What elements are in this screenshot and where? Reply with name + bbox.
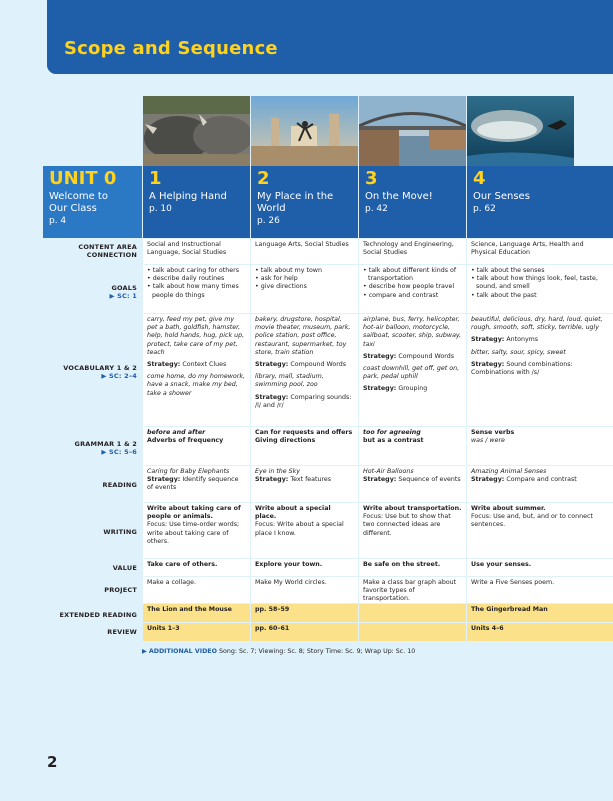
content-cell-3: Technology and Engineering, Social Studies [359,239,466,264]
strategy-label: Strategy: [255,393,289,401]
reading-cell-4 [467,466,613,502]
unit-4-header [467,166,613,238]
vocab-words: coast downhill, get off, get on, park, pedal uphill [363,365,460,381]
unit-page: p. 4 [49,216,67,226]
vocab-cell-2 [251,314,358,426]
row-label-text: GOALS [111,284,137,292]
additional-video-note [142,648,415,655]
writing-focus: Focus: Use time-order words; write about taking care of others. [147,521,240,545]
goal-item: • talk about caring for others [147,267,239,274]
reading-title: Eye in the Sky [255,468,301,475]
goal-item: • describe daily routines [147,275,225,283]
vocab-words: beautiful, delicious, dry, hard, loud, quiet, rough, smooth, soft, sticky, terrible, ugly [471,316,603,332]
unit-title: A Helping Hand [149,191,227,202]
strategy-text: Grouping [398,385,428,393]
reading-cell-3 [359,466,466,502]
unit-page: p. 10 [149,204,172,214]
goals-sc-text: SC: 1 [117,292,137,300]
grammar-cell-3 [359,427,466,465]
writing-head: Write about transportation. [363,505,462,512]
value-cell-4: Use your senses. [467,559,613,576]
writing-head: Write about taking care of people or animals. [147,505,241,521]
goal-item: • ask for help [255,275,298,283]
goal-item: • talk about how many times people do things [147,283,239,299]
writing-focus: Focus: Write about a special place I know. [255,521,344,537]
goals-sc [0,292,137,300]
reading-strategy: Identify sequence of events [147,476,239,492]
grammar-point: was / were [471,437,505,445]
row-label-grammar [0,440,137,456]
grammar-point: but as a contrast [363,437,424,445]
writing-cell-2 [251,503,358,558]
writing-focus: Focus: Use and, but, and or to connect sentences. [471,513,593,529]
vocab-cell-3 [359,314,466,426]
project-cell-2: Make My World circles. [251,577,358,603]
review-cell-4: Units 4–6 [467,623,613,641]
title-banner [47,0,613,74]
unit-title: Our Senses [473,191,530,202]
vocab-words: library, mall, stadium, swimming pool, zoo [255,373,324,389]
additional-video-label: ADDITIONAL VIDEO [148,648,217,655]
page-title: Scope and Sequence [64,38,278,59]
reading-strategy: Sequence of events [398,476,461,484]
writing-cell-1 [143,503,250,558]
vocab-cell-1 [143,314,250,426]
extended-cell-3 [359,604,466,622]
unit-page: p. 62 [473,204,496,214]
value-cell-3: Be safe on the street. [359,559,466,576]
play-icon: ▶ [109,292,115,300]
strategy-label: Strategy: [147,361,181,369]
strategy-label: Strategy: [471,476,505,484]
reading-strategy: Compare and contrast [506,476,577,484]
unit-1-header [143,166,250,238]
strategy-label: Strategy: [363,352,397,360]
unit-2-header [251,166,358,238]
goal-item: • describe how people travel [363,283,455,291]
strategy-text: Context Clues [182,361,227,369]
photo-city-runners [251,96,358,166]
goal-item: • compare and contrast [363,291,439,299]
strategy-label: Strategy: [255,476,289,484]
goal-item: • talk about different kinds of transportation [363,267,457,283]
grammar-sc-text: SC: 5–6 [108,448,137,456]
goal-item: • talk about the past [471,291,537,299]
goal-item: • give directions [255,283,307,291]
content-cell-4: Science, Language Arts, Health and Physical Education [467,239,613,264]
row-label-text: CONTENT AREA CONNECTION [78,243,137,259]
row-label-text: VOCABULARY 1 & 2 [63,364,137,372]
unit-page: p. 42 [365,204,388,214]
strategy-label: Strategy: [471,336,505,344]
unit-3-header [359,166,466,238]
unit-page: p. 26 [257,216,280,226]
writing-cell-4 [467,503,613,558]
additional-video-text: Song: Sc. 7; Viewing: Sc. 8; Story Time: Sc. 9; Wrap Up: Sc. 10 [218,648,416,655]
unit-number: 2 [257,168,270,189]
unit-number: 1 [149,168,162,189]
vocab-words: carry, feed my pet, give my pet a bath, goldfish, hamster, help, hold hands, hug, pick up, protect, take care of my pet, teach [147,316,245,356]
vocab-sc [0,372,137,380]
writing-cell-3 [359,503,466,558]
strategy-label: Strategy: [471,360,505,368]
value-cell-1: Take care of others. [143,559,250,576]
play-icon: ▶ [142,648,147,655]
strategy-label: Strategy: [255,361,289,369]
grammar-point: too for agreeing [363,429,421,436]
writing-head: Write about a special place. [255,505,331,521]
play-icon: ▶ [101,448,107,456]
reading-title: Hot-Air Balloons [363,468,414,475]
photo-underwater [467,96,574,166]
row-label-content [0,243,137,259]
grammar-point: Can for requests and offers [255,429,353,436]
goal-item: • talk about my town [255,267,322,274]
grammar-point: Sense verbs [471,429,515,436]
vocab-cell-4 [467,314,613,426]
row-label-value: VALUE [112,564,137,572]
goal-item: • talk about the senses [471,267,545,274]
unit-title: My Place in the World [257,191,334,214]
unit-title: Welcome to Our Class [49,191,108,214]
row-label-extended: EXTENDED READING [59,611,137,619]
strategy-text: Compound Words [398,352,455,360]
extended-cell-4: The Gingerbread Man [467,604,613,622]
grammar-sc [0,448,137,456]
review-cell-3 [359,623,466,641]
value-cell-2: Explore your town. [251,559,358,576]
strategy-text: Comparing sounds: /l/ and /r/ [255,393,352,409]
photo-bridge [359,96,466,166]
review-cell-1: Units 1–3 [143,623,250,641]
reading-title: Amazing Animal Senses [471,468,547,475]
vocab-words: bitter, salty, sour, spicy, sweet [471,348,566,356]
review-cell-2: pp. 60–61 [251,623,358,641]
row-label-vocab [0,364,137,380]
project-cell-3: Make a class bar graph about favorite types of transportation. [359,577,466,603]
reading-cell-1 [143,466,250,502]
goals-cell-4 [467,265,613,313]
vocab-words: bakery, drugstore, hospital, movie theater, museum, park, police station, post office, restaurant, supermarket, toy store, train station [255,316,351,356]
grammar-cell-2 [251,427,358,465]
grammar-cell-1 [143,427,250,465]
goal-item: • talk about how things look, feel, taste, sound, and smell [471,275,598,291]
grammar-point: before and after [147,429,206,436]
extended-cell-1: The Lion and the Mouse [143,604,250,622]
goals-cell-2 [251,265,358,313]
strategy-text: Compound Words [290,361,347,369]
strategy-label: Strategy: [363,385,397,393]
vocab-words: come home, do my homework, have a snack, make my bed, take a shower [147,373,245,397]
play-icon: ▶ [101,372,107,380]
row-label-text: GRAMMAR 1 & 2 [74,440,137,448]
grammar-cell-4 [467,427,613,465]
writing-focus: Focus: Use but to show that two connected ideas are different. [363,513,451,537]
unit-number: 4 [473,168,486,189]
content-cell-1: Social and Instructional Language, Social Studies [143,239,250,264]
project-cell-4: Write a Five Senses poem. [467,577,613,603]
unit-number: 3 [365,168,378,189]
page-number: 2 [47,753,58,771]
row-label-reading: READING [102,481,137,489]
vocab-sc-text: SC: 2–4 [108,372,137,380]
unit-title: On the Move! [365,191,433,202]
writing-head: Write about summer. [471,505,546,512]
reading-strategy: Text features [290,476,332,484]
row-label-goals [0,284,137,300]
unit-0-header [43,166,142,238]
reading-title: Caring for Baby Elephants [147,468,230,475]
grammar-point: Giving directions [255,437,316,445]
project-cell-1: Make a collage. [143,577,250,603]
photo-rhinos [143,96,250,166]
strategy-label: Strategy: [147,476,181,484]
strategy-label: Strategy: [363,476,397,484]
grammar-point: Adverbs of frequency [147,437,224,445]
goals-cell-3 [359,265,466,313]
unit-number: UNIT 0 [49,168,117,189]
strategy-text: Sound combinations: Combinations with /s/ [471,360,573,377]
content-cell-2: Language Arts, Social Studies [251,239,358,264]
row-label-project: PROJECT [104,586,137,594]
row-label-review: REVIEW [107,628,137,636]
reading-cell-2 [251,466,358,502]
row-label-writing: WRITING [103,528,137,536]
vocab-words: airplane, bus, ferry, helicopter, hot-air balloon, motorcycle, sailboat, scooter, ship, subway, taxi [363,316,462,348]
goals-cell-1 [143,265,250,313]
extended-cell-2: pp. 58–59 [251,604,358,622]
strategy-text: Antonyms [506,336,539,344]
